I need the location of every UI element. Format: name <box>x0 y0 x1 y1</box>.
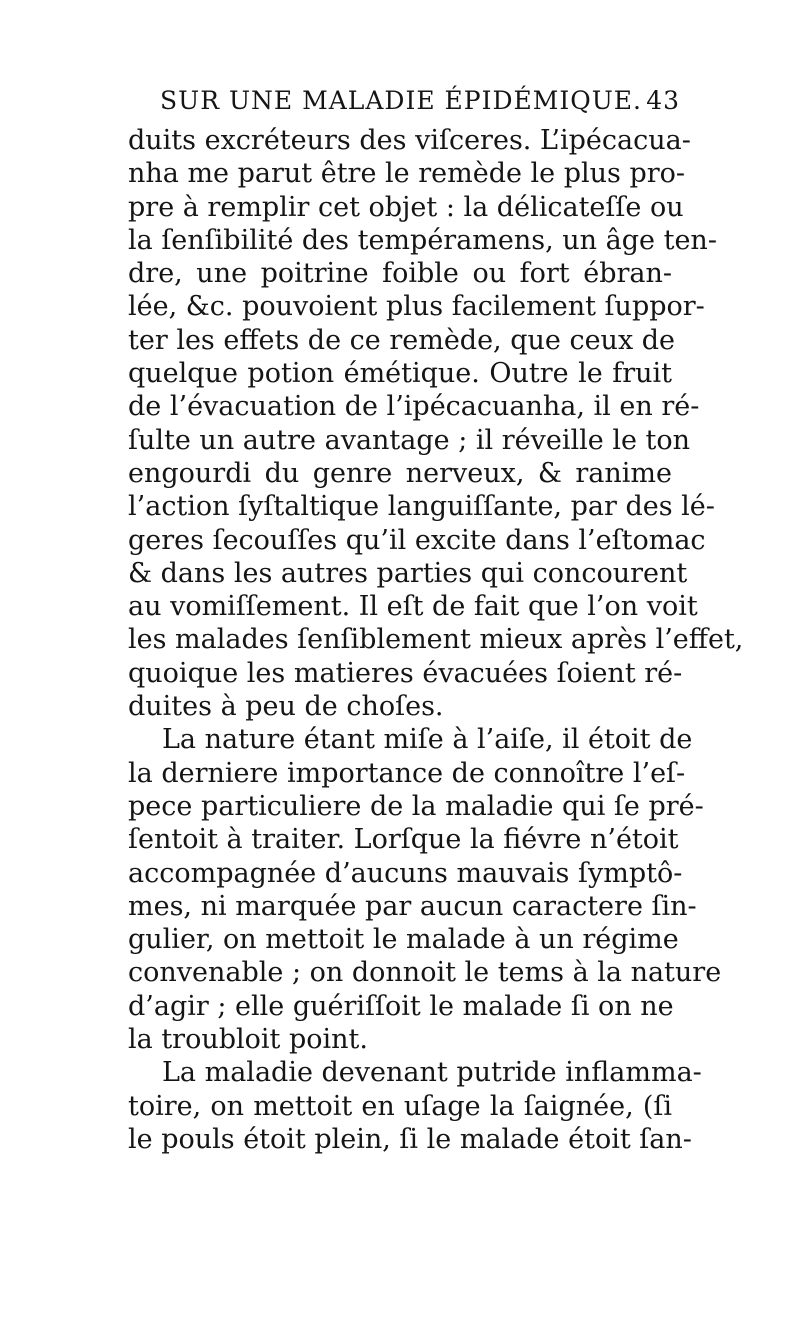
text-line: de l’évacuation de l’ipécacuanha, il en ré- <box>128 391 700 423</box>
text-line: duits excréteurs des viſceres. L’ipécacua- <box>128 125 691 156</box>
text-line: pece particuliere de la maladie qui ſe pré- <box>128 790 704 822</box>
text-line: l’action ſyſtaltique languiſſante, par des lé- <box>128 491 715 523</box>
text-line: toire, on mettoit en uſage la ſaignée, (ſi <box>128 1090 672 1122</box>
text-line: pre à remplir cet objet : la délicateſſe ou <box>128 191 684 223</box>
text-line: & dans les autres parties qui concourent <box>128 557 688 589</box>
running-head <box>160 86 680 122</box>
text-line: quoique les matieres évacuées ſoient ré- <box>128 657 683 689</box>
text-line: au vomiſſement. Il eſt de fait que l’on voit <box>128 591 698 623</box>
text-line: engourdi du genre nerveux, & ranime <box>128 457 672 489</box>
text-line: gulier, on mettoit le malade à un régime <box>128 924 679 956</box>
body-text <box>128 124 744 1156</box>
text-line: les malades ſenſiblement mieux après l’effet, <box>128 624 744 656</box>
text-line: La nature étant miſe à l’aiſe, il étoit de <box>162 724 693 756</box>
text-line: ſulte un autre avantage ; il réveille le ton <box>128 424 691 456</box>
text-line: quelque potion émétique. Outre le fruit <box>128 358 672 390</box>
text-line: le pouls étoit plein, ſi le malade étoit ſan- <box>128 1123 692 1155</box>
text-line: mes, ni marquée par aucun caractere ſin- <box>128 890 697 922</box>
text-line: la troubloit point. <box>128 1024 368 1056</box>
text-line: ter les effets de ce remède, que ceux de <box>128 324 676 356</box>
text-line: nha me parut être le remède le plus pro- <box>128 158 686 190</box>
text-line: la ſenſibilité des tempéramens, un âge ten- <box>128 224 717 256</box>
text-line: geres ſecouſſes qu’il excite dans l’eſtomac <box>128 524 706 556</box>
text-line: accompagnée d’aucuns mauvais ſymptô- <box>128 857 683 889</box>
text-line: convenable ; on donnoit le tems à la nature <box>128 957 722 989</box>
text-line: lée, &c. pouvoient plus facilement ſuppor- <box>128 291 705 323</box>
text-line: d’agir ; elle guériſſoit le malade ſi on ne <box>128 990 674 1022</box>
text-line: duites à peu de choſes. <box>128 691 444 723</box>
text-line: dre, une poitrine foible ou fort ébran- <box>128 258 672 290</box>
text-line: La maladie devenant putride inflamma- <box>162 1057 702 1089</box>
page-number: 43 <box>646 86 680 115</box>
running-title: SUR UNE MALADIE ÉPIDÉMIQUE. <box>160 86 643 115</box>
text-line: ſentoit à traiter. Lorſque la fiévre n’étoit <box>128 824 679 856</box>
text-line: la derniere importance de connoître l’eſ- <box>128 757 686 789</box>
